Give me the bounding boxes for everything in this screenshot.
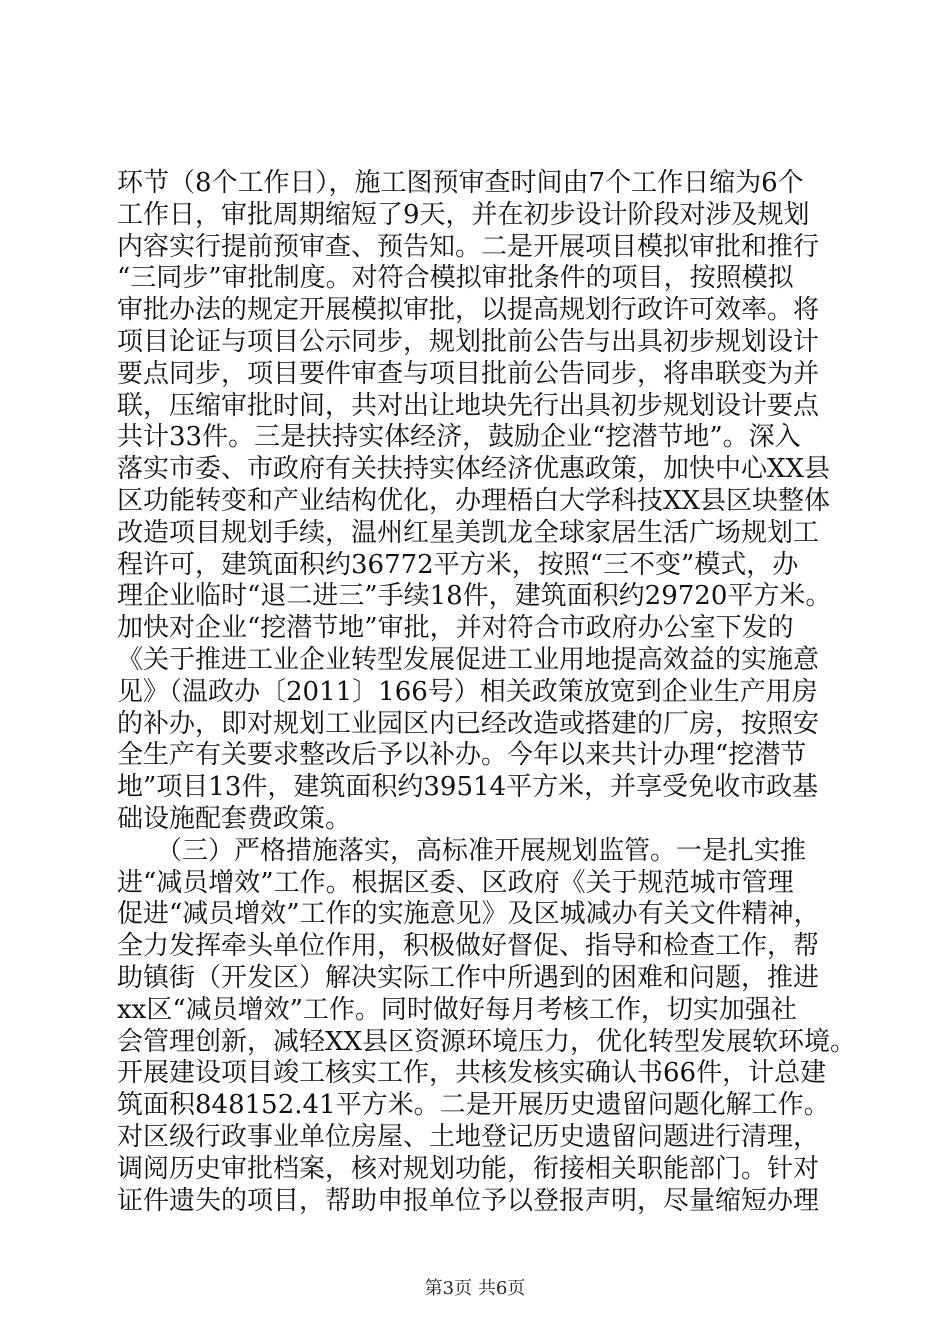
text-line: 区功能转变和产业结构优化，办理梧白大学科技XX县区块整体	[117, 485, 831, 516]
text-line: 进“减员增效”工作。根据区委、区政府《关于规范城市管理	[117, 867, 794, 898]
text-line: 会管理创新，减轻XX县区资源环境压力，优化转型发展软环境。	[117, 1026, 857, 1057]
text-line: 项目论证与项目公示同步，规划批前公告与出具初步规划设计	[117, 326, 820, 357]
text-line: 筑面积848152.41平方米。二是开展历史遗留问题化解工作。	[117, 1090, 830, 1121]
text-line: 共计33件。三是扶持实体经济，鼓励企业“挖潜节地”。深入	[117, 422, 801, 453]
text-line: 环节（8个工作日），施工图预审查时间由7个工作日缩为6个	[117, 168, 804, 198]
text-line: 调阅历史审批档案，核对规划功能，衔接相关职能部门。针对	[117, 1153, 820, 1184]
text-line: 审批办法的规定开展模拟审批，以提高规划行政许可效率。将	[117, 295, 820, 326]
text-line: 《关于推进工业企业转型发展促进工业用地提高效益的实施意	[117, 644, 820, 675]
text-line: 促进“减员增效”工作的实施意见》及区城减办有关文件精神，	[117, 899, 820, 930]
text-line: 的补办，即对规划工业园区内已经改造或搭建的厂房，按照安	[117, 708, 820, 739]
text-line: 内容实行提前预审查、预告知。二是开展项目模拟审批和推行	[117, 231, 820, 262]
text-line: 开展建设项目竣工核实工作，共核发核实确认书66件，计总建	[117, 1058, 827, 1089]
text-line: 础设施配套费政策。	[117, 803, 352, 834]
text-line: 见》（温政办〔2011〕166号）相关政策放宽到企业生产用房	[117, 676, 818, 707]
text-line: 助镇街（开发区）解决实际工作中所遇到的困难和问题，推进	[117, 962, 820, 993]
text-line: 改造项目规划手续，温州红星美凯龙全球家居生活广场规划工	[117, 517, 820, 548]
text-line: （三）严格措施落实，高标准开展规划监管。一是扎实推	[117, 835, 807, 866]
text-line: 程许可，建筑面积约36772平方米，按照“三不变”模式，办	[117, 549, 799, 580]
text-line: 理企业临时“退二进三”手续18件，建筑面积约29720平方米。	[117, 581, 832, 612]
text-line: 要点同步，项目要件审查与项目批前公告同步，将串联变为并	[117, 358, 820, 389]
text-line: xx区“减员增效”工作。同时做好每月考核工作，切实加强社	[117, 994, 797, 1025]
text-line: 全生产有关要求整改后予以补办。今年以来共计办理“挖潜节	[117, 740, 807, 771]
body-text	[117, 168, 857, 1217]
text-line: “三同步”审批制度。对符合模拟审批条件的项目，按照模拟	[117, 263, 794, 294]
text-line: 加快对企业“挖潜节地”审批，并对符合市政府办公室下发的	[117, 613, 794, 644]
text-line: 联，压缩审批时间，共对出让地块先行出具初步规划设计要点	[117, 390, 820, 421]
text-line: 全力发挥牵头单位作用，积极做好督促、指导和检查工作，帮	[117, 931, 820, 962]
text-line: 落实市委、市政府有关扶持实体经济优惠政策，加快中心XX县	[117, 454, 831, 485]
text-line: 证件遗失的项目，帮助申报单位予以登报声明，尽量缩短办理	[117, 1185, 820, 1216]
text-line: 对区级行政事业单位房屋、土地登记历史遗留问题进行清理，	[117, 1121, 820, 1152]
text-line: 地”项目13件，建筑面积约39514平方米，并享受免收市政基	[117, 772, 819, 803]
page-number-footer: 第3页 共6页	[424, 1278, 526, 1299]
text-line: 工作日，审批周期缩短了9天，并在初步设计阶段对涉及规划	[117, 199, 810, 230]
